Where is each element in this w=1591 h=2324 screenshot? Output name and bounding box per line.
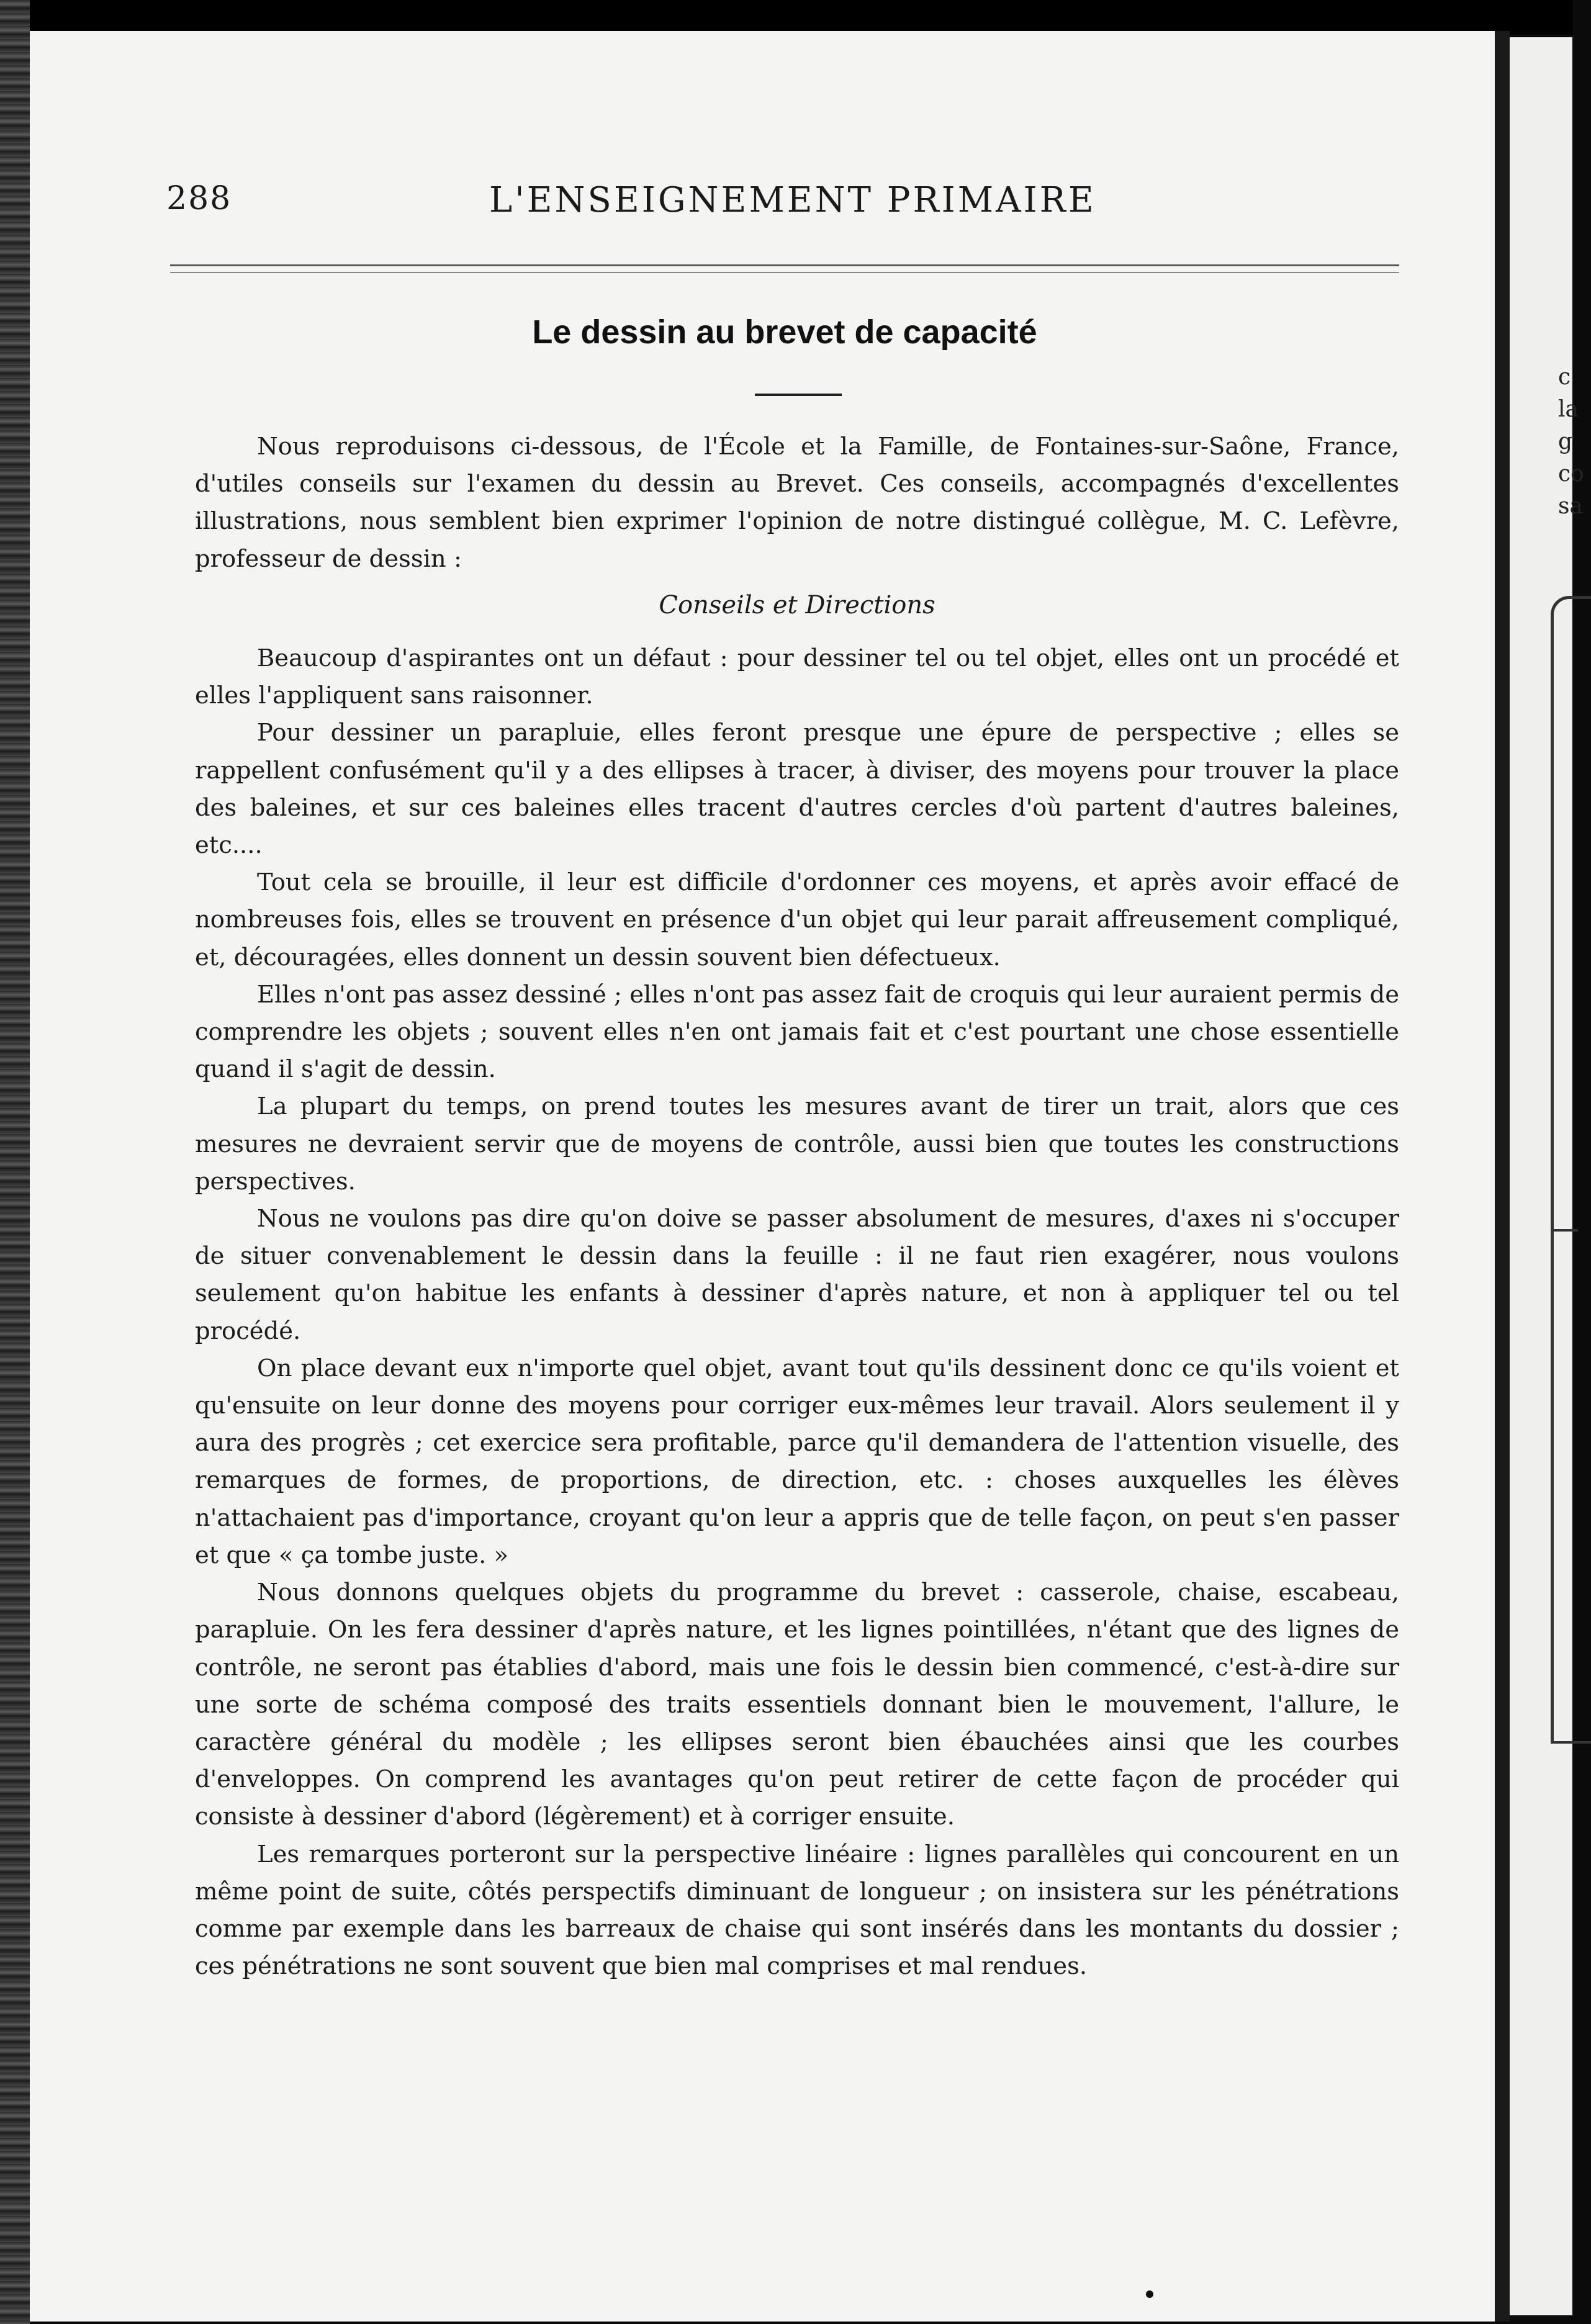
paragraph: Tout cela se brouille, il leur est difficile d'ordonner ces moyens, et après avoir effacé de nombreuses fois, elles se trouvent en présence d'un objet qui leur parait affreusement compliqué, et, découragées, elles donnent un dessin souvent bien défectueux. (195, 868, 1399, 971)
paragraph: Nous ne voulons pas dire qu'on doive se passer absolument de mesures, d'axes ni s'occuper de situer convenablement le dessin dans la feuille : il ne faut rien exagérer, nous voulons seulement qu'on habitue les enfants à dessiner d'après nature, et non à appliquer tel ou tel procédé. (195, 1205, 1399, 1345)
page-gutter (1495, 31, 1510, 2322)
scan-speck (1146, 2290, 1153, 2298)
article-title: Le dessin au brevet de capacité (532, 313, 1037, 351)
adjacent-text-fragment: co (1558, 461, 1584, 487)
running-title: L'ENSEIGNEMENT PRIMAIRE (489, 180, 1096, 220)
paragraph: Pour dessiner un parapluie, elles feront presque une épure de perspective ; elles se rappellent confusément qu'il y a des ellipses à tracer, à diviser, des moyens pour trouver la place des baleines, et sur ces baleines elles tracent d'autres cercles d'où partent d'autres baleines, etc.... (195, 719, 1399, 860)
adjacent-text-fragment: la (1558, 397, 1579, 422)
adjacent-illustration-line (1553, 1229, 1578, 1232)
paragraph: Les remarques porteront sur la perspective linéaire : lignes parallèles qui concourent en un même point de suite, côtés perspectifs diminuant de longueur ; on insistera sur les pénétrations comme par exemple dans les barreaux de chaise qui sont insérés dans les montants du dossier ; ces pénétrations ne sont souvent que bien mal comprises et mal rendues. (195, 1840, 1399, 1981)
adjacent-page (1510, 37, 1584, 2315)
header-rule-secondary (170, 272, 1399, 273)
intro-paragraph: Nous reproduisons ci-dessous, de l'École et la Famille, de Fontaines-sur-Saône, France, d'utiles conseils sur l'examen du dessin au Brevet. Ces conseils, accompagnés d'excellentes illustrations, nous semblent bien exprimer l'opinion de notre distingué collègue, M. C. Lefèvre, professeur de dessin : (195, 433, 1399, 573)
paragraph: La plupart du temps, on prend toutes les mesures avant de tirer un trait, alors que ces mesures ne devraient servir que de moyens de contrôle, aussi bien que toutes les constructions perspectives. (195, 1092, 1399, 1196)
header-rule (170, 264, 1399, 266)
scan-border-top (0, 0, 1572, 34)
adjacent-text-fragment: g (1558, 429, 1573, 454)
paragraph: Nous donnons quelques objets du programme du brevet : casserole, chaise, escabeau, parapluie. On les fera dessiner d'après nature, et les lignes pointillées, n'étant que des lignes de contrôle, ne seront pas établies d'abord, mais une fois le dessin bien commencé, c'est-à-dire sur une sorte de schéma composé des traits essentiels donnant bien le mouvement, l'allure, le caractère général du modèle ; les ellipses seront bien ébauchées ainsi que les courbes d'enveloppes. On comprend les avantages qu'on peut retirer de cette façon de procéder qui consiste à dessiner d'abord (légèrement) et à corriger ensuite. (195, 1579, 1399, 1831)
title-divider (755, 394, 842, 396)
paragraph: Beaucoup d'aspirantes ont un défaut : pour dessiner tel ou tel objet, elles ont un procédé et elles l'appliquent sans raisonner. (195, 644, 1399, 710)
adjacent-illustration-frame (1551, 596, 1591, 1744)
scan-border-left (0, 0, 30, 2324)
paragraph: Elles n'ont pas assez dessiné ; elles n'ont pas assez fait de croquis qui leur auraient permis de comprendre les objets ; souvent elles n'en ont jamais fait et c'est pourtant une chose essentielle quand il s'agit de dessin. (195, 980, 1399, 1084)
article-body (195, 428, 1399, 1985)
section-subtitle: Conseils et Directions (659, 590, 935, 619)
adjacent-text-fragment: c (1558, 364, 1571, 390)
paragraph: On place devant eux n'importe quel objet, avant tout qu'ils dessinent donc ce qu'ils voient et qu'ensuite on leur donne des moyens pour corriger eux-mêmes leur travail. Alors seulement il y aura des progrès ; cet exercice sera profitable, parce qu'il demandera de l'attention visuelle, des remarques de formes, de proportions, de direction, etc. : choses auxquelles les élèves n'attachaient pas d'importance, croyant qu'on leur a appris que de telle façon, on peut s'en passer et que « ça tombe juste. » (195, 1354, 1399, 1569)
adjacent-text-fragment: sa (1558, 493, 1583, 519)
page-number: 288 (166, 180, 232, 217)
